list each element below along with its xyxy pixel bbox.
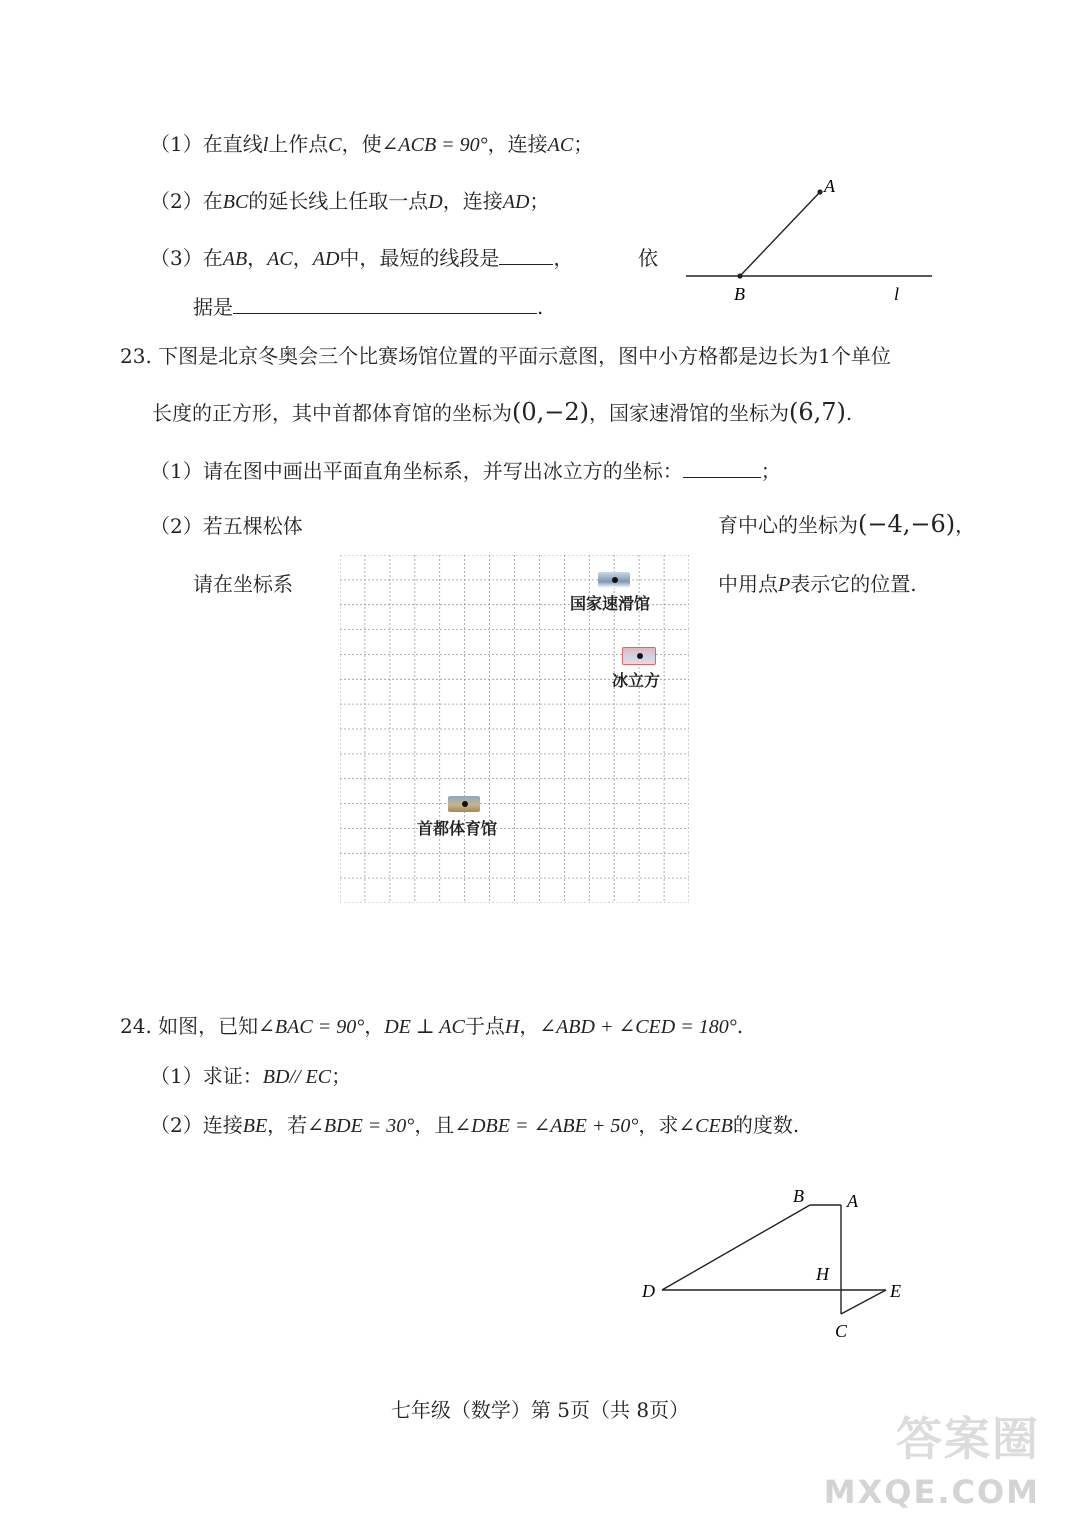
- q24-figure: [630, 1180, 920, 1350]
- answer-blank-ice-cube[interactable]: [683, 457, 761, 478]
- label-D: D: [642, 1281, 655, 1301]
- q23-part2-left: （2）若五棵松体: [150, 514, 303, 538]
- q22-part1: （1）在直线l上作点C，使∠ACB = 90°，连接AC；: [150, 132, 594, 156]
- segment-DB: [662, 1205, 810, 1290]
- q22-figure: [680, 170, 940, 310]
- label-A: A: [824, 176, 835, 196]
- q23-part2-right: 育中心的坐标为(−4,−6)，: [718, 510, 976, 538]
- q23-part3-left: 请在坐标系: [193, 572, 293, 596]
- q23-line2: 长度的正方形，其中首都体育馆的坐标为(0,−2)，国家速滑馆的坐标为(6,7).: [152, 398, 853, 426]
- venue-capital-gym-point: [462, 801, 468, 807]
- label-H: H: [816, 1264, 829, 1284]
- label-B: B: [734, 284, 745, 304]
- q23-part3-right: 中用点P表示它的位置.: [718, 572, 917, 596]
- venue-speed-skating-label: 国家速滑馆: [570, 594, 651, 613]
- label-B: B: [793, 1186, 804, 1206]
- watermark-top: 答案圈: [896, 1412, 1040, 1466]
- venue-capital-gym-thumb: [448, 796, 480, 812]
- point-B: [737, 273, 742, 278]
- q22-part3-reason: 据是 .: [193, 295, 544, 319]
- watermark-bottom: MXQE.COM: [823, 1473, 1040, 1511]
- venue-speed-skating-point: [612, 577, 618, 583]
- answer-blank-reason[interactable]: [233, 293, 537, 314]
- answer-blank-shortest[interactable]: [499, 244, 553, 265]
- q22-part2: （2）在BC的延长线上任取一点D，连接AD；: [150, 189, 550, 213]
- coordinate-grid[interactable]: [340, 555, 689, 903]
- venue-ice-cube-thumb: [622, 647, 656, 665]
- venue-capital-gym-label: 首都体育馆: [417, 819, 498, 838]
- point-A: [817, 189, 822, 194]
- q23-part1: （1）请在图中画出平面直角坐标系，并写出冰立方的坐标： ；: [150, 459, 781, 483]
- q23-line1: 23. 下图是北京冬奥会三个比赛场馆位置的平面示意图，图中小方格都是边长为1个单位: [120, 344, 891, 368]
- page-footer: 七年级（数学）第 5页（共 8页）: [390, 1398, 690, 1422]
- label-l: l: [894, 284, 900, 304]
- venue-ice-cube-point: [637, 653, 643, 659]
- q22-part3-yi: 依: [638, 246, 658, 270]
- label-E: E: [890, 1281, 901, 1301]
- segment-AB: [740, 192, 820, 276]
- venue-speed-skating-thumb: [598, 572, 630, 588]
- q24-line1: 24. 如图，已知∠BAC = 90°，DE ⊥ AC于点H，∠ABD + ∠CED = 180°.: [120, 1014, 744, 1038]
- label-A: A: [847, 1191, 858, 1211]
- venue-ice-cube-label: 冰立方: [612, 671, 661, 690]
- segment-CE: [841, 1290, 886, 1314]
- label-C: C: [835, 1321, 848, 1341]
- q22-part3: （3）在AB，AC，AD中，最短的线段是 ，: [150, 246, 574, 270]
- q24-part1: （1）求证：BD// EC；: [150, 1064, 352, 1088]
- q24-part2: （2）连接BE，若∠BDE = 30°，且∠DBE = ∠ABE + 50°，求∠CEB的度数.: [150, 1113, 800, 1137]
